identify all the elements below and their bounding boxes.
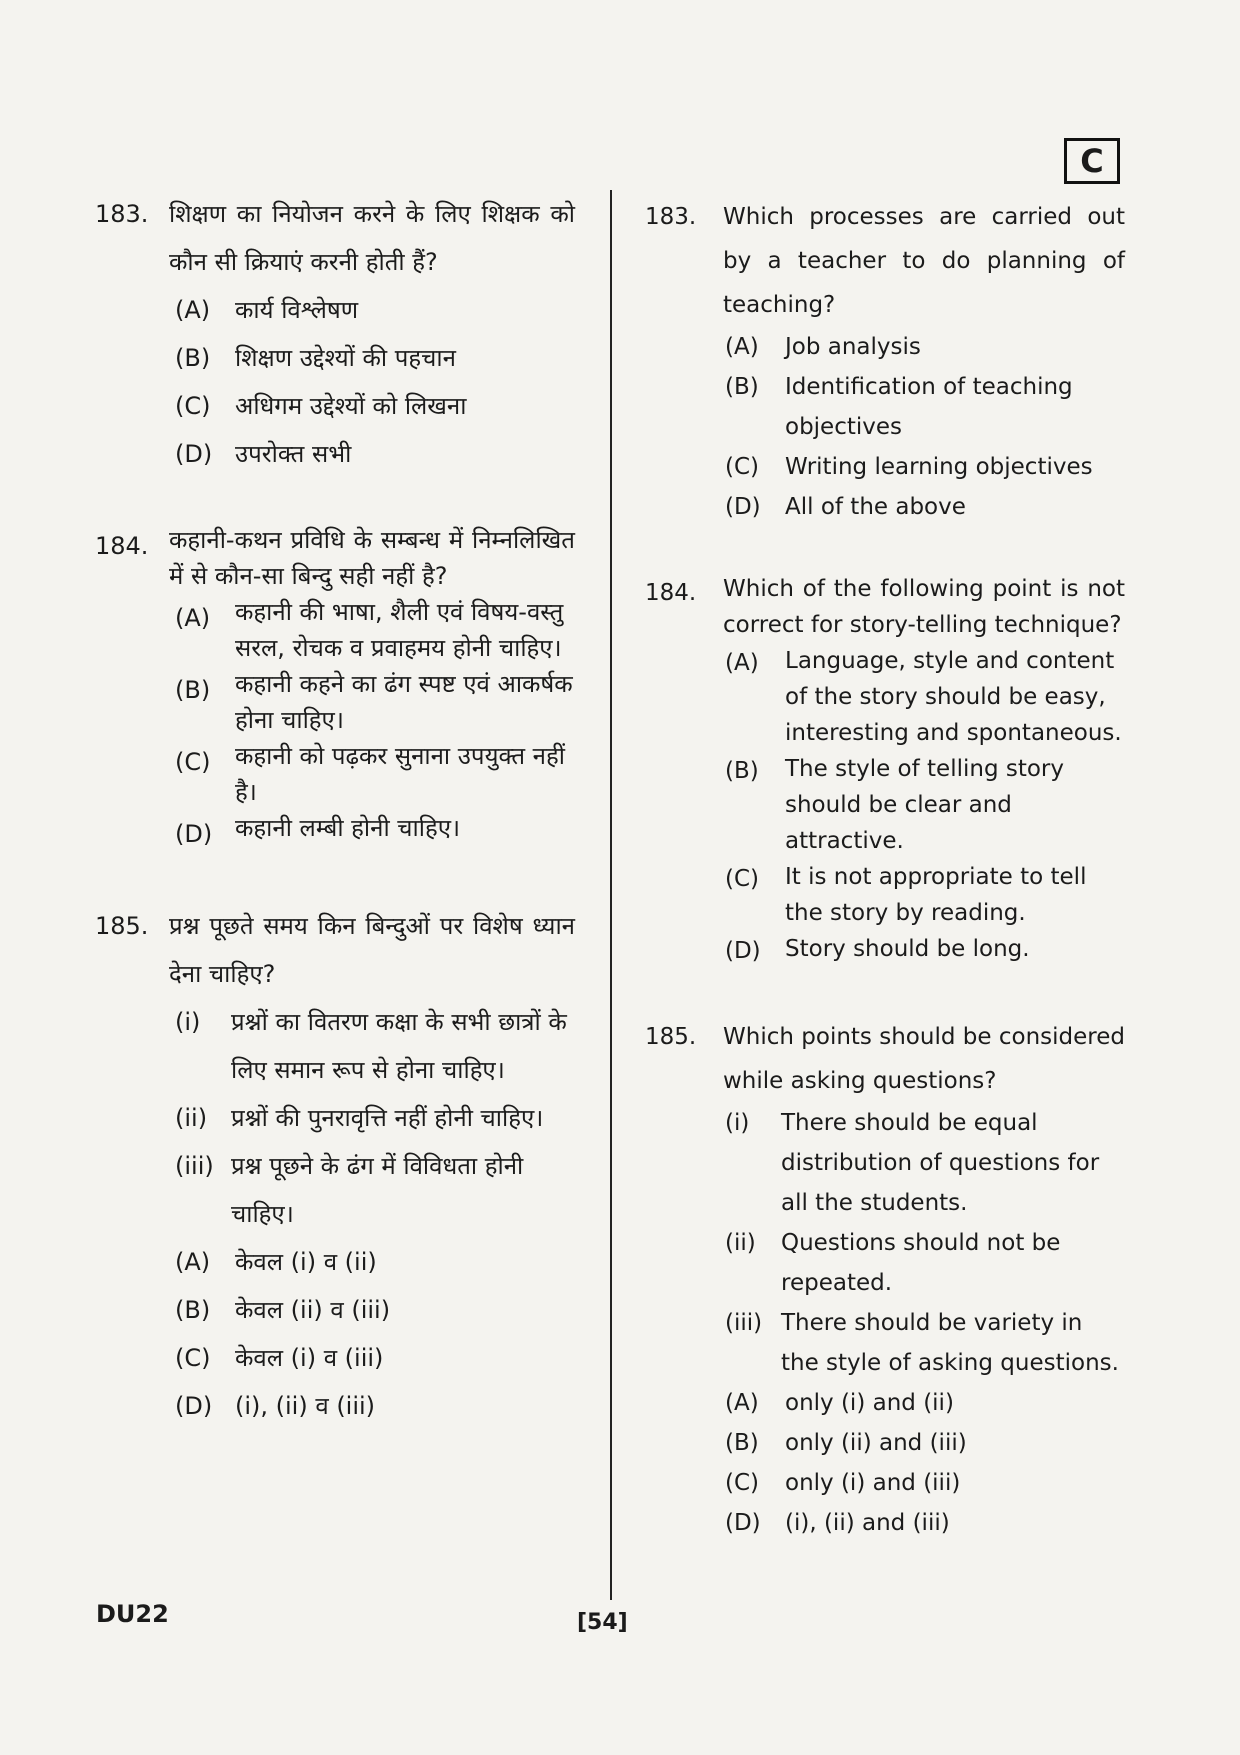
option-a: (A) Language, style and content of the story should be easy, interesting and spontaneous. [725,648,1122,746]
options-list [175,594,575,858]
option-d: (D) All of the above [725,494,966,520]
question-185-hindi [95,902,575,1430]
option-c: (C) केवल (i) व (iii) [175,1344,384,1372]
statements-list [175,998,575,1238]
question-number: 183. [645,204,697,230]
question-number: 185. [645,1024,697,1050]
question-number: 183. [95,200,149,228]
option-b: (B) The style of telling story should be clear and attractive. [725,756,1064,854]
question-184-english [645,571,1125,971]
statement-i: (i) There should be equal distribution of questions for all the students. [725,1110,1100,1216]
option-c: (C) Writing learning objectives [725,454,1093,480]
question-183-english [645,195,1125,527]
question-184-hindi [95,522,575,858]
statement-i: (i) प्रश्नों का वितरण कक्षा के सभी छात्रों के लिए समान रूप से होना चाहिए। [175,1008,567,1084]
paper-code: DU22 [96,1600,169,1628]
statement-iii: (iii) There should be variety in the style of asking questions. [725,1310,1119,1376]
question-text: शिक्षण का नियोजन करने के लिए शिक्षक को कौन सी क्रियाएं करनी होती हैं? [169,200,575,276]
column-divider [610,190,612,1600]
option-b: (B) Identification of teaching objectives [725,374,1073,440]
options-list [175,1238,575,1430]
question-number: 185. [95,912,149,940]
question-number: 184. [95,532,149,560]
option-b: (B) कहानी कहने का ढंग स्पष्ट एवं आकर्षक होना चाहिए। [175,670,573,734]
option-a: (A) कार्य विश्लेषण [175,296,359,324]
question-text: Which processes are carried out by a teacher to do planning of teaching? [723,204,1125,318]
option-d: (D) Story should be long. [725,936,1030,964]
hindi-column [95,190,575,1474]
question-text: Which of the following point is not correct for story-telling technique? [723,576,1125,638]
question-number: 184. [645,580,697,606]
options-list [725,1383,1125,1543]
options-list [725,643,1125,971]
option-b: (B) केवल (ii) व (iii) [175,1296,391,1324]
option-d: (D) (i), (ii) and (iii) [725,1510,950,1536]
option-b: (B) only (ii) and (iii) [725,1430,967,1456]
question-text: प्रश्न पूछते समय किन बिन्दुओं पर विशेष ध्यान देना चाहिए? [169,912,575,988]
question-text: कहानी-कथन प्रविधि के सम्बन्ध में निम्नलिखित में से कौन-सा बिन्दु सही नहीं है? [169,526,575,590]
statement-iii: (iii) प्रश्न पूछने के ढंग में विविधता होनी चाहिए। [175,1152,524,1228]
page-number: [54] [577,1610,628,1635]
options-list [725,327,1125,527]
options-list [175,286,575,478]
option-b: (B) शिक्षण उद्देश्यों की पहचान [175,344,456,372]
option-c: (C) It is not appropriate to tell the story by reading. [725,864,1087,926]
option-c: (C) अधिगम उद्देश्यों को लिखना [175,392,467,420]
option-a: (A) कहानी की भाषा, शैली एवं विषय-वस्तु सरल, रोचक व प्रवाहमय होनी चाहिए। [175,598,564,662]
option-a: (A) केवल (i) व (ii) [175,1248,377,1276]
english-column [645,195,1125,1587]
option-d: (D) उपरोक्त सभी [175,440,352,468]
question-text: Which points should be considered while asking questions? [723,1024,1125,1094]
question-185-english [645,1015,1125,1543]
statement-ii: (ii) प्रश्नों की पुनरावृत्ति नहीं होनी चाहिए। [175,1104,544,1132]
statement-ii: (ii) Questions should not be repeated. [725,1230,1061,1296]
option-d: (D) कहानी लम्बी होनी चाहिए। [175,814,461,848]
option-c: (C) कहानी को पढ़कर सुनाना उपयुक्त नहीं है। [175,742,565,806]
question-183-hindi [95,190,575,478]
set-label-box: C [1064,138,1120,184]
option-c: (C) only (i) and (iii) [725,1470,961,1496]
option-a: (A) Job analysis [725,334,921,360]
option-d: (D) (i), (ii) व (iii) [175,1392,376,1420]
option-a: (A) only (i) and (ii) [725,1390,954,1416]
statements-list [725,1103,1125,1383]
